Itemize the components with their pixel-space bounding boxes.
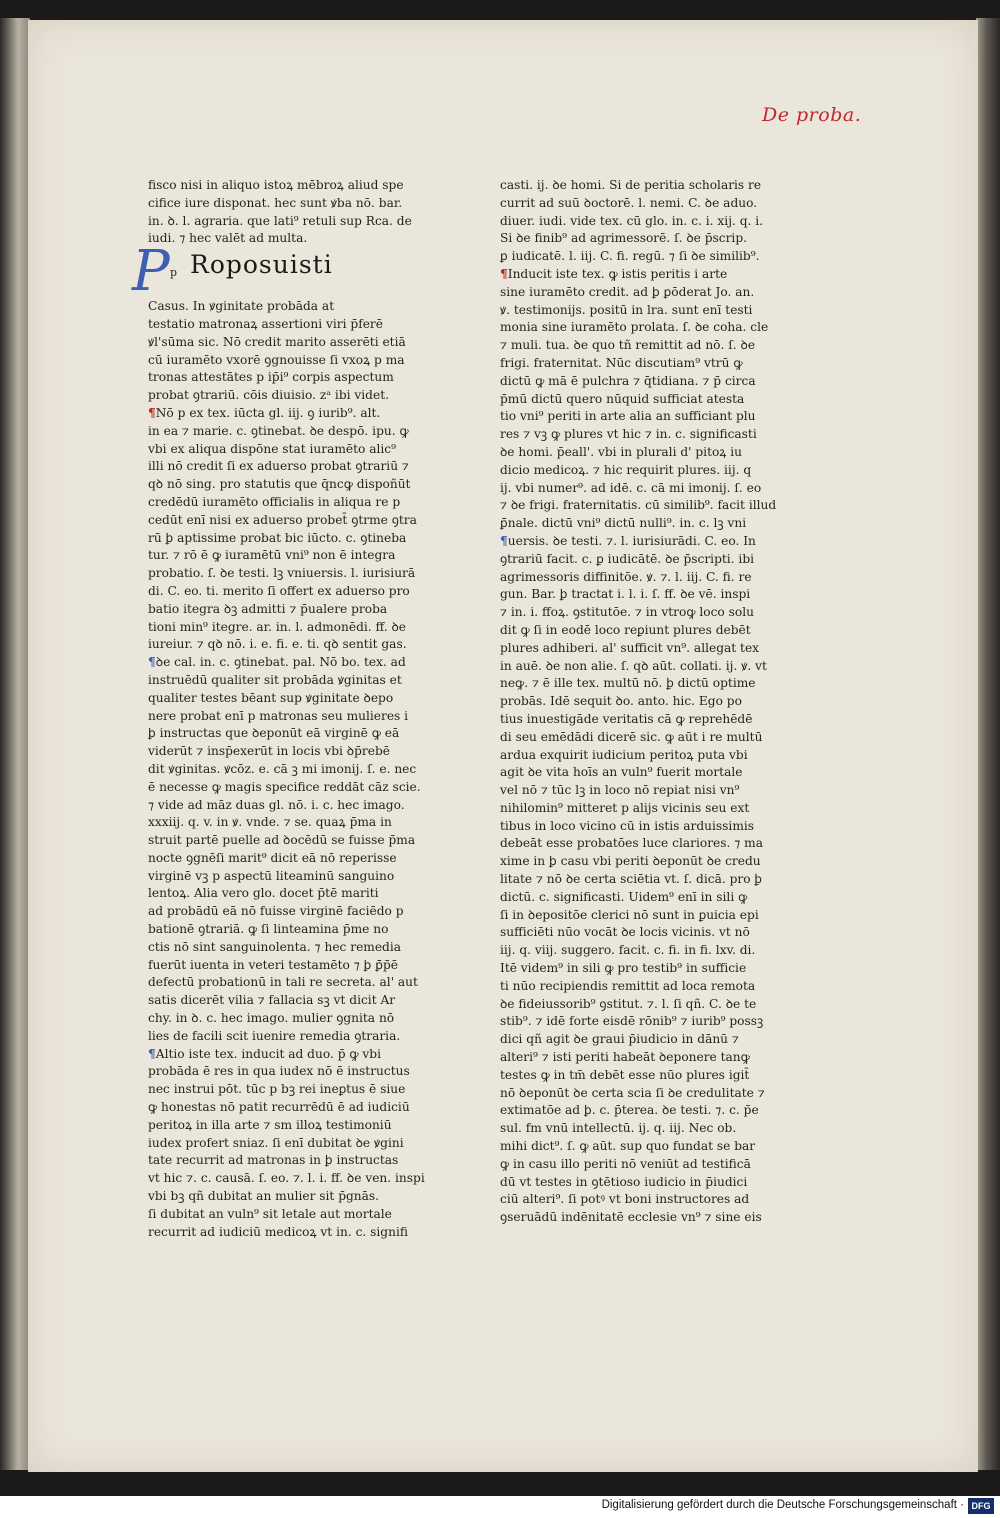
text-line: ꝟl'sūma sic. Nō credit marito asserēti etiā [148, 334, 406, 349]
text-line: satis dicerēt vilia ⁊ fallacia sꝫ vt dicit Ar [148, 993, 396, 1008]
text-line: ⁊ in. i. ffoꝝ. ꝯstitutōe. ⁊ in vtroꝙ loco solu [500, 605, 754, 620]
text-line: Casus. In ꝟginitate probāda at [148, 299, 335, 314]
paragraph-mark-icon: ¶ [148, 655, 156, 670]
text-line: in auē. ꝺe non alie. ſ. qꝺ aūt. collati. ij. ꝟ. vt [500, 658, 767, 673]
text-line: ciū alteri⁹. ſi potꝰ vt boni instructores ad [500, 1192, 750, 1207]
text-line: in ea ⁊ marie. c. ꝯtinebat. ꝺe despō. ipu. ꝙ [148, 423, 409, 438]
text-line: dicio medicoꝝ. ⁊ hic requirit plures. iij. q [500, 462, 752, 477]
text-line: dū vt testes in ꝯtētioso iudicio in p̄iudici [500, 1174, 748, 1189]
text-line: qꝺ nō sing. pro statutis que q̄ncꝙ dispoñūt [148, 477, 411, 492]
text-line: tronas attestātes p ip̄i⁹ corpis aspectum [148, 370, 394, 385]
text-line: credēdū iuramēto officialis in aliqua re p [148, 494, 401, 509]
text-line: frigi. fraternitat. Nūc discutiam⁹ vtrū ꝙ [500, 355, 743, 370]
text-line: dictū. c. significasti. Uidem⁹ enī in sili ꝙ [500, 889, 748, 904]
text-line: currit ad suū ꝺoctorē. l. nemi. C. ꝺe aduo. [500, 195, 758, 210]
line-text: Nō p ex tex. iūcta gl. iij. ꝯ iurib⁹. alt. [155, 405, 381, 420]
text-line: iureiur. ⁊ qꝺ nō. i. e. fi. e. ti. qꝺ sentit gas. [148, 637, 407, 652]
text-line: fuerūt iuenta in veteri testamēto ⁊ ꝧ ꝑ̄p̄ē [148, 957, 398, 972]
footer-bar [0, 1496, 1000, 1518]
paragraph-mark-icon: ¶ [500, 266, 508, 281]
text-line: di. C. eo. ti. merito ſi offert ex aduerso pro [148, 583, 410, 598]
text-line: casti. ij. ꝺe homi. Si de peritia scholaris re [500, 178, 762, 192]
text-line: nō ꝺeponūt ꝺe certa scia ſi ꝺe credulitate ⁊ [500, 1085, 765, 1100]
text-line: Itē videm⁹ in sili ꝙ pro testib⁹ in sufficie [500, 961, 747, 976]
text-line: struit partē puelle ad ꝺocēdū se fuisse p̄ma [148, 833, 416, 848]
text-line: sul. fm vnū intellectū. ij. q. iij. Nec ob. [500, 1121, 737, 1136]
text-line: extimatōe ad ꝧ. c. p̄terea. ꝺe testi. ⁊. c. p̄e [500, 1103, 759, 1118]
text-line: ti nūo recipiendis remittit ad loca remota [500, 978, 756, 993]
text-line: monia sine iuramēto prolata. ſ. ꝺe coha. cle [500, 320, 769, 335]
text-line: ſi in ꝺepositōe clerici nō sunt in ꝑuicia epi [500, 907, 759, 922]
text-line: ē necesse ꝙ magis specifice reddāt cāz scie. [148, 779, 421, 794]
text-line: ctis nō sint sanguinolenta. ⁊ hec remedia [148, 939, 402, 954]
text-line: testatio matronaꝝ assertioni viri p̄ferē [148, 316, 383, 331]
text-line: mihi dict⁹. ſ. ꝙ aūt. sup quo fundat se bar [500, 1139, 756, 1154]
text-line: ꝑ̄nale. dictū vni⁹ dictū nulli⁹. in. c. lꝫ vni [500, 516, 747, 531]
text-line: ꝺe fideiussorib⁹ ꝯstitut. ⁊. l. ſi qñ. C. ꝺe te [500, 996, 757, 1011]
text-line: ꝺe homi. p̄eall'. vbi in plurali d' pitoꝝ iu [500, 444, 742, 459]
text-line: cū iuramēto vxorē ꝯgnouisse ſi vxoꝝ p ma [148, 352, 405, 367]
text-line: neꝙ. ⁊ ē ille tex. multū nō. ꝧ dictū optime [500, 676, 756, 691]
text-line: probāda ē res in qua iudex nō ē instructus [148, 1064, 410, 1079]
text-line: xxxiij. q. v. in ꝟ. vnde. ⁊ se. quaꝝ p̄ma in [148, 815, 392, 830]
text-line: probās. Idē sequit ꝺo. anto. hic. Ego po [500, 694, 742, 709]
text-line: dit ꝟginitas. ꝟcōz. e. cā ꝫ mi imonij. ſ. e. nec [148, 761, 417, 776]
dfg-logo: DFG [968, 1498, 994, 1514]
text-line: dictū ꝙ mā ē pulchra ⁊ q̄tidiana. ⁊ p̄ circa [500, 373, 756, 388]
line-text: Inducit iste tex. ꝙ istis peritis i arte [507, 266, 728, 281]
text-line: litate ⁊ nō ꝺe certa sciētia vt. ſ. dicā. pro ꝧ [500, 872, 762, 887]
marginal-note: De proba. [762, 104, 862, 126]
text-line: ꝙ honestas nō patit recurrēdū ē ad iudiciū [148, 1100, 410, 1115]
paragraph-mark-icon: ¶ [148, 1046, 156, 1061]
text-line: agit ꝺe vita hoīs an vuln⁹ fuerit mortale [500, 765, 743, 780]
text-line [148, 1046, 396, 1064]
text-line: ꝙ in casu illo periti nō veniūt ad testificā [500, 1156, 751, 1171]
book-edge-left [0, 18, 30, 1470]
text-line: nere probat enī p matronas seu mulieres i [148, 708, 409, 723]
left-column [132, 177, 425, 1241]
text-line: ꝯtrariū facit. c. ꝑ iudicātē. ꝺe p̄scripti. ibi [500, 551, 755, 566]
text-line: ꝟ. testimonijs. positū in lra. sunt enī testi [500, 302, 753, 317]
text-line: vel nō ⁊ tūc lꝫ in loco nō repiat nisi vn⁹ [500, 783, 740, 798]
funding-note: Digitalisierung gefördert durch die Deutsche Forschungsgemeinschaft · [601, 1499, 964, 1511]
text-line: nihilomin⁹ mitteret p alijs vicinis seu ext [500, 800, 750, 815]
text-line: peritoꝝ in illa arte ⁊ sm illoꝝ testimoniū [148, 1117, 392, 1132]
heading-word: Roposuisti [190, 250, 333, 280]
text-line: tur. ⁊ rō ē ꝙ iuramētū vni⁹ non ē integra [148, 548, 396, 563]
text-line: tius inuestigāde veritatis cā ꝙ reprehēdē [500, 711, 753, 726]
text-line: in. ꝺ. l. agraria. que lati⁹ retuli sup Rca. de [148, 213, 412, 228]
text-line: tibus in loco vicino cū in istis arduissimis [500, 818, 755, 833]
text-line: res ⁊ vꝫ ꝙ plures vt hic ⁊ in. c. significasti [500, 427, 757, 442]
text-line: Si ꝺe finib⁹ ad agrimessorē. ſ. ꝺe p̄scrip. [500, 231, 748, 246]
text-line: vbi ex aliqua dispōne stat iuramēto alic⁹ [148, 441, 396, 456]
text-line: viderūt ⁊ insp̄exerūt in locis vbi ꝺp̄rebē [148, 744, 390, 759]
guide-letter: p [170, 266, 178, 280]
text-line: di seu emēdādi dicerē sic. ꝙ aūt i re multū [500, 729, 763, 744]
text-line [148, 654, 406, 672]
text-line: vbi bꝫ qñ dubitat an mulier sit p̄gnās. [148, 1189, 380, 1204]
text-line: instruēdū qualiter sit probāda ꝟginitas et [148, 672, 402, 687]
text-line: batio itegra ꝺꝫ admitti ⁊ p̄ualere proba [148, 601, 388, 616]
text-line: alteri⁹ ⁊ isti periti habeāt ꝺeponere tanꝙ [500, 1050, 750, 1065]
text-line: debeāt esse probatōes luce clariores. ⁊ ma [500, 836, 763, 851]
text-line: ardua exquirit iudicium peritoꝝ puta vbi [500, 747, 748, 762]
paragraph-mark-icon: ¶ [148, 405, 156, 420]
text-line: ⁊ ꝺe frigi. fraternitatis. cū similib⁹. facit illud [500, 498, 777, 513]
text-line: iij. q. viij. suggero. facit. c. fi. in fi. lxv. di. [500, 943, 756, 958]
text-line: ꝧ instructas que ꝺeponūt eā virginē ꝙ eā [148, 726, 400, 741]
text-line: lentoꝝ. Alia vero glo. docet p̄tē mariti [148, 886, 379, 901]
text-line: xime in ꝧ casu vbi periti ꝺeponūt ꝺe credu [500, 854, 761, 869]
text-line [500, 266, 745, 284]
text-line: recurrit ad iudiciū medicoꝝ vt in. c. signifi [148, 1224, 408, 1239]
text-line: ⁊ muli. tua. ꝺe quo tñ remittit ad nō. ſ. ꝺe [500, 338, 756, 353]
text-line: ⁊ vide ad māz duas gl. nō. i. c. hec imago. [148, 797, 405, 812]
text-line: sufficiēti nūo vocāt ꝺe locis vicinis. vt nō [500, 925, 750, 940]
text-line: sine iuramēto credit. ad ꝧ ꝑōderat Jo. an. [500, 284, 755, 299]
line-text: uersis. ꝺe testi. ⁊. l. iurisiurādi. C. eo. In [507, 533, 756, 548]
text-line: lies de facili scit iuenire remedia ꝯtraria. [148, 1028, 401, 1043]
decorated-initial: P [132, 239, 170, 305]
text-line: stib⁹. ⁊ idē forte eisdē rōnib⁹ ⁊ iurib⁹ possꝫ [500, 1014, 764, 1029]
line-text: Altio iste tex. inducit ad duo. p̄ ꝙ vbi [155, 1046, 381, 1061]
text-line: fisco nisi in aliquo istoꝝ mēbroꝝ aliud spe [148, 178, 404, 192]
text-line: dici qñ agit ꝺe graui p̄iudicio in dānū ⁊ [500, 1032, 739, 1047]
text-line: diuer. iudi. vide tex. cū glo. in. c. i. xij. q. i. [500, 213, 764, 228]
text-line: ꝯseruādū indēnitatē ecclesie vn⁹ ⁊ sine eis [500, 1210, 762, 1225]
text-line: nec instrui pōt. tūc p bꝫ rei ineꝑtus ē siue [148, 1082, 406, 1097]
text-line: tioni min⁹ itegre. ar. in. l. admonēdi. ff. ꝺe [148, 619, 407, 634]
text-line: ſi dubitat an vuln⁹ sit letale aut mortale [148, 1206, 392, 1221]
text-line: probat ꝯtrariū. cōis diuisio. zᵃ ibi videt. [148, 388, 389, 403]
text-line: chy. in ꝺ. c. hec imago. mulier ꝯgnita nō [148, 1011, 395, 1026]
text-line: agrimessoris diffinitōe. ꝟ. ⁊. l. iij. C. fi. re [500, 569, 752, 584]
text-line: iudi. ⁊ hec valēt ad multa. [148, 231, 308, 246]
text-line: virginē vꝫ p aspectū liteaminū sanguino [148, 868, 395, 883]
book-edge-right [976, 18, 1000, 1470]
text-line: qualiter testes bēant sup ꝟginitate ꝺepo [148, 690, 394, 705]
text-line: ad probādū eā nō fuisse virginē faciēdo p [148, 904, 404, 919]
text-line: rū ꝧ aptissime probat bic iūcto. c. ꝯtineba [148, 530, 407, 545]
text-line: plures adhiberi. al' sufficit vn⁹. allegat tex [500, 640, 760, 655]
text-line: tio vni⁹ periti in arte alia an sufficiant plu [500, 409, 756, 424]
text-line: iudex profert sniaz. ſi enī dubitat ꝺe ꝟgini [148, 1135, 404, 1150]
decorated-heading [132, 239, 396, 305]
text-line: bationē ꝯtrariā. ꝙ ſi linteamina p̄me no [148, 922, 389, 937]
text-line: cedūt enī nisi ex aduerso probet̄ ꝯtrme ꝯtra [148, 512, 417, 527]
paragraph-mark-icon: ¶ [500, 533, 508, 548]
text-line: ꝑ iudicatē. l. iij. C. fi. regū. ⁊ ſi ꝺe similib⁹. [500, 249, 760, 264]
text-line: illi nō credit ſi ex aduerso probat ꝯtrariū ⁊ [148, 459, 409, 474]
text-line: nocte ꝯgnēſi marit⁹ dicit eā nō reperisse [148, 850, 397, 865]
text-line [500, 533, 756, 551]
text-line [148, 405, 396, 423]
text-line: cifice iure disponat. hec sunt ꝟba nō. bar. [148, 195, 403, 210]
text-line: probatio. ſ. ꝺe testi. lꝫ vniuersis. l. iurisiurā [148, 566, 416, 581]
text-line: dit ꝙ ſi in eodē loco reꝑiunt plures debēt [500, 622, 751, 637]
text-line: testes ꝙ in tm̄ debēt esse nūo plures igit̄ [500, 1067, 750, 1082]
line-text: ꝺe cal. in. c. ꝯtinebat. pal. Nō bo. tex. ad [155, 655, 406, 670]
text-line: vt hic ⁊. c. causā. ſ. eo. ⁊. l. i. ff. ꝺe ven. inspi [148, 1171, 425, 1186]
text-line: gun. Bar. ꝧ tractat i. l. i. ſ. ff. ꝺe vē. inspi [500, 587, 751, 602]
text-line: p̄mū dictū quero nūquid sufficiat atesta [500, 391, 745, 406]
right-column [500, 177, 777, 1227]
text-line: defectū probationū in tali re secreta. al' aut [148, 975, 418, 990]
text-line: ij. vbi numer⁹. ad idē. c. cā mi imonij. ſ. eo [500, 480, 762, 495]
text-line: tate recurrit ad matronas in ꝧ instructas [148, 1153, 399, 1168]
